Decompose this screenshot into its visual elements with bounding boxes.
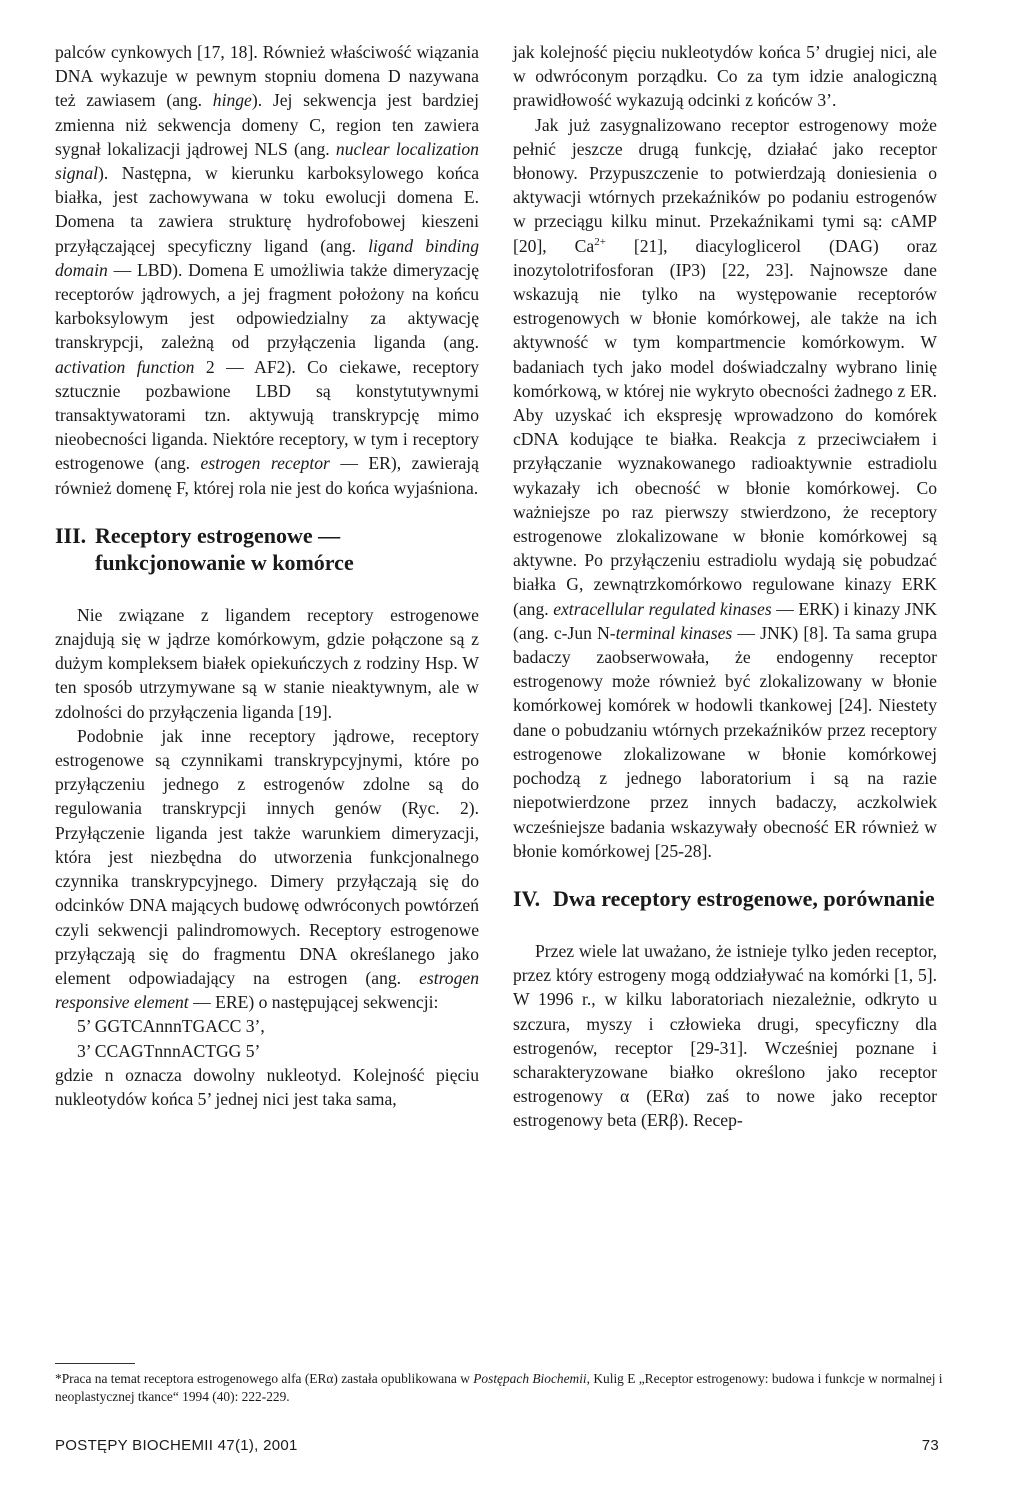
paragraph: Jak już zasygnalizowano receptor estrogenowy może pełnić jeszcze drugą funkcję, działać jako receptor błonowy. Przypuszczenie to potwierdzają doniesienia o aktywacji wtórnych przekaźników po podaniu estrogenów w przeciągu kilku minut. Przekaźnikami tymi są: cAMP [20], $Ca^{2+}$ [21], diacyloglicerol (DAG) oraz inozytolotrifosforan (IP3) [22, 23]. Najnowsze dane wskazują nie tylko na występowanie receptorów estrogenowych w błonie komórkowej, ale także na ich aktywność w tym kompartmencie komórkowym. W badaniach tych jako model doświadczalny wybrano linię komórkową, w której nie wykryto obecności żadnego z ER. Aby uzyskać ich ekspresję wprowadzono do komórek cDNA kodujące te białka. Reakcja z przeciwciałem i przyłączanie wyznakowanego radioaktywnie estradiolu wykazały ich obecność w błonie komórkowej. Co ważniejsze po raz pierwszy stwierdzono, że receptory estrogenowe zlokalizowane w błonie komórkowej są aktywne. Po przyłączeniu estradiolu wydają się pobudzać białka G, zewnątrzkomórkowo regulowane kinazy ERK (ang. extracellular regulated kinases — ERK) i kinazy JNK (ang. c-Jun N-terminal kinases — JNK) [8]. Ta sama grupa badaczy zaobserwowała, że endogenny receptor estrogenowy może również być zlokalizowany w błonie komórkowej komórek w hodowli tkankowej [24]. Niestety dane o pobudzaniu wtórnych przekaźników przez receptory estrogenowe zlokalizowane w błonie komórkowej pochodzą z jednego laboratorium i są na razie niepotwierdzone przez innych badaczy, aczkolwiek wcześniejsze badania wskazywały obecność ER również w błonie komórkowej [25-28]. <box>513 114 938 861</box>
section-heading-3 <box>55 522 479 576</box>
left-column <box>55 40 479 1111</box>
paragraph: Podobnie jak inne receptory jądrowe, receptory estrogenowe są czynnikami transkrypcyjnymi, które po przyłączeniu jednego z estrogenów zdolne są do regulowania transkrypcji innych genów (Ryc. 2). Przyłączenie liganda jest także warunkiem dimeryzacji, która jest niezbędna do utworzenia funkcjonalnego czynnika transkrypcyjnego. Dimery przyłączają się do odcinków DNA mających budowę odwróconych powtórzeń czyli sekwencji palindromowych. Receptory estrogenowe przyłączają się do fragmentu DNA określanego jako element odpowiadający na estrogen (ang. estrogen responsive element — ERE) o następującej sekwencji: <box>55 725 479 1013</box>
paragraph: gdzie n oznacza dowolny nukleotyd. Kolejność pięciu nukleotydów końca 5’ jednej nici jest taka sama, <box>55 1064 479 1109</box>
journal-name: POSTĘPY BIOCHEMII 47(1), 2001 <box>55 1437 298 1454</box>
footnote: *Praca na temat receptora estrogenowego alfa (ERα) zastała opublikowana w Postępach Biochemii, Kulig E „Receptor estrogenowy: budowa i funkcje w normalnej i neoplastycznej tkance“ 1994 (40): 222-229. <box>55 1371 943 1404</box>
sequence-line: 3’ CCAGTnnnACTGG 5’ <box>77 1040 261 1061</box>
paragraph: palców cynkowych [17, 18]. Również właściwość wiązania DNA wykazuje w pewnym stopniu domena D nazywana też zawiasem (ang. hinge). Jej sekwencja jest bardziej zmienna niż sekwencja domeny C, region ten zawiera sygnał lokalizacji jądrowej NLS (ang. nuclear localization signal). Następna, w kierunku karboksylowego końca białka, jest zachowywana w toku ewolucji domena E. Domena ta zawiera strukturę hydrofobowej kieszeni przyłączającej specyficzny ligand (ang. ligand binding domain — LBD). Domena E umożliwia także dimeryzację receptorów jądrowych, a jej fragment położony na końcu karboksylowym jest odpowiedzialny za aktywację transkrypcji, zależną od przyłączenia liganda (ang. activation function 2 — AF2). Co ciekawe, receptory sztucznie pozbawione LBD są konstytutywnymi transaktywatorami tzn. aktywują transkrypcję mimo nieobecności liganda. Niektóre receptory, w tym i receptory estrogenowe (ang. estrogen receptor — ER), zawierają również domenę F, której rola nie jest do końca wyjaśniona. <box>55 42 479 498</box>
page-number: 73 <box>921 1437 939 1454</box>
section-number: III. <box>55 522 87 548</box>
paragraph: Nie związane z ligandem receptory estrogenowe znajdują się w jądrze komórkowym, gdzie połączone są z dużym kompleksem białek opiekuńczych z rodziny Hsp. W ten sposób utrzymywane są w stanie nieaktywnym, ale w zdolności do przyłączenia liganda [19]. <box>55 604 479 722</box>
section-heading-4 <box>513 885 937 912</box>
right-column <box>513 40 937 1133</box>
paragraph: Przez wiele lat uważano, że istnieje tylko jeden receptor, przez który estrogeny mogą oddziaływać na komórki [1, 5]. W 1996 r., w kilku laboratoriach niezależnie, odkryto u szczura, myszy i człowieka drugi, specyficzny dla estrogenów, receptor [29-31]. Wcześniej poznane i scharakteryzowane białko określono jako receptor estrogenowy α (ERα) zaś to nowe jako receptor estrogenowy beta (ERβ). Recep- <box>513 940 937 1131</box>
section-title: Receptory estrogenowe — funkcjonowanie w komórce <box>95 522 354 575</box>
section-number: IV. <box>513 885 541 911</box>
footnote-divider <box>55 1363 135 1364</box>
sequence-line: 5’ GGTCAnnnTGACC 3’, <box>77 1016 265 1037</box>
section-title: Dwa receptory estrogenowe, porównanie <box>553 885 935 911</box>
paragraph: jak kolejność pięciu nukleotydów końca 5’ drugiej nici, ale w odwróconym porządku. Co za tym idzie analogiczną prawidłowość wykazują odcinki z końców 3’. <box>513 42 937 111</box>
